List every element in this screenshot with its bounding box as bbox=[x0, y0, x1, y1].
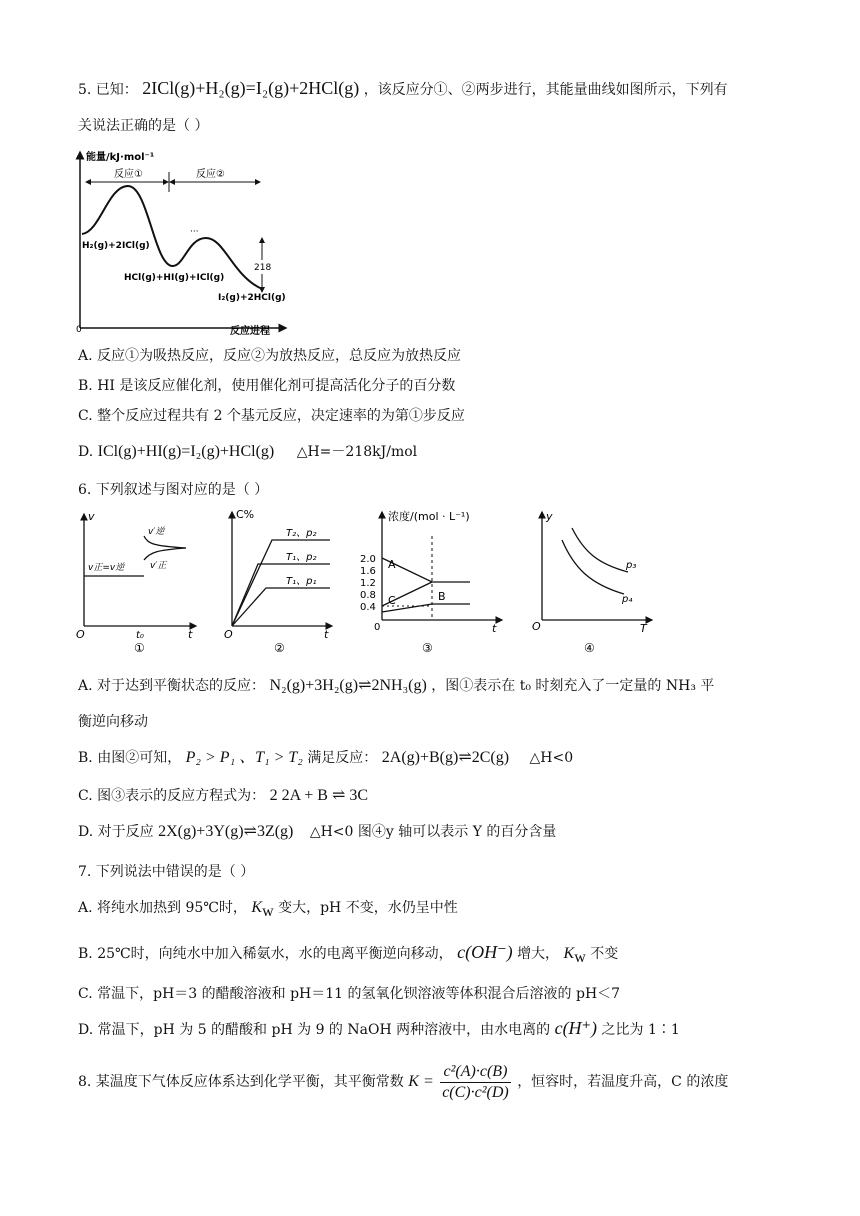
svg-text:y: y bbox=[546, 510, 553, 523]
svg-text:B: B bbox=[438, 590, 446, 603]
svg-text:C: C bbox=[388, 594, 396, 607]
q6-option-a-line2: 衡逆向移动 bbox=[78, 714, 148, 730]
q6-figure-1 bbox=[74, 506, 204, 656]
svg-text:A: A bbox=[388, 558, 396, 571]
q5-option-c: C. 整个反应过程共有 2 个基元反应，决定速率的为第①步反应 bbox=[78, 408, 465, 424]
svg-text:③: ③ bbox=[422, 641, 433, 655]
q5-stem-prefix: 5. 已知： bbox=[78, 82, 138, 98]
q5-step2: 反应② bbox=[196, 169, 225, 180]
svg-text:p₃: p₃ bbox=[626, 560, 637, 571]
svg-text:v′正: v′正 bbox=[150, 561, 167, 571]
q5-end-label: I₂(g)+2HCl(g) bbox=[218, 293, 286, 303]
svg-text:2.0: 2.0 bbox=[360, 554, 376, 565]
svg-text:p₄: p₄ bbox=[622, 594, 633, 605]
q6-figure-2 bbox=[218, 506, 338, 656]
svg-text:T₁、p₁: T₁、p₁ bbox=[286, 576, 317, 587]
q7-option-a: A. 将纯水加热到 95℃时， $K_w$ 变大，pH 不变，水仍呈中性 bbox=[78, 899, 458, 920]
svg-text:t: t bbox=[492, 622, 497, 635]
svg-text:T₂、p₂: T₂、p₂ bbox=[286, 528, 317, 539]
q7-option-c: C. 常温下，pH＝3 的醋酸溶液和 pH＝11 的氢氧化钡溶液等体积混合后溶液的 pH＜7 bbox=[78, 986, 621, 1002]
svg-text:④: ④ bbox=[584, 641, 595, 655]
q5-d-dh: △H=－218kJ/mol bbox=[296, 444, 418, 460]
svg-text:t: t bbox=[324, 628, 329, 641]
q5-stem-suffix: ，该反应分①、②两步进行，其能量曲线如图所示，下列有 bbox=[363, 82, 728, 98]
q8-fraction: $\frac{\text{c²(A)·c(B)}}{\text{c(C)·c²(D)}}$ bbox=[442, 1062, 509, 1101]
q5-option-a: A. 反应①为吸热反应，反应②为放热反应，总反应为放热反应 bbox=[78, 348, 462, 364]
q8-stem: 8. 某温度下气体反应体系达到化学平衡，其平衡常数 K = $\frac{\text{c²(A)·c(B)}}{\text{c(C)·c²(D)}}$ ，恒容时，若温度升高，C 的浓度 bbox=[78, 1062, 729, 1101]
svg-text:0.4: 0.4 bbox=[360, 602, 376, 613]
svg-text:0: 0 bbox=[374, 622, 381, 633]
q6-figure-3 bbox=[358, 506, 508, 656]
svg-text:t₀: t₀ bbox=[136, 630, 144, 641]
svg-text:t: t bbox=[188, 628, 193, 641]
q5-d-prefix: D. bbox=[78, 444, 94, 460]
svg-text:T₁、p₂: T₁、p₂ bbox=[286, 552, 317, 563]
q5-energy-diagram bbox=[72, 146, 292, 336]
svg-text:C%: C% bbox=[236, 508, 255, 521]
q5-delta-label: 218 bbox=[254, 263, 272, 273]
q6-stem: 6. 下列叙述与图对应的是（ ） bbox=[78, 482, 269, 498]
q5-middle-label: HCl(g)+HI(g)+ICl(g) bbox=[124, 273, 225, 283]
q7-option-b: B. 25℃时，向纯水中加入稀氨水，水的电离平衡逆向移动， c(OH⁻) 增大， $K_w$ 不变 bbox=[78, 942, 619, 966]
svg-text:v′逆: v′逆 bbox=[148, 527, 165, 537]
svg-text:1.2: 1.2 bbox=[360, 578, 376, 589]
q5-xlabel: 反应进程 bbox=[230, 326, 270, 336]
q5-stem-line2: 关说法正确的是（ ） bbox=[78, 118, 209, 134]
q5-option-b: B. HI 是该反应催化剂，使用催化剂可提高活化分子的百分数 bbox=[78, 378, 456, 394]
q6-option-d: D. 对于反应 2X(g)+3Y(g)⇌3Z(g) △H<0 图④y 轴可以表示 Y 的百分含量 bbox=[78, 823, 557, 840]
svg-text:O: O bbox=[224, 628, 233, 641]
q5-step1: 反应① bbox=[114, 169, 143, 180]
q7-option-d: D. 常温下，pH 为 5 的醋酸和 pH 为 9 的 NaOH 两种溶液中，由水电离的 c(H⁺) 之比为 1∶1 bbox=[78, 1018, 680, 1038]
svg-text:···: ··· bbox=[190, 227, 199, 237]
q5-equation: 2ICl(g)+H₂(g)=I₂(g)+2HCl(g) bbox=[142, 78, 360, 98]
svg-text:①: ① bbox=[134, 641, 145, 655]
q5-stem-line1 bbox=[78, 78, 728, 100]
q5-d-equation: ICl(g)+HI(g)=I₂(g)+HCl(g) bbox=[97, 443, 275, 460]
q6-figure-4 bbox=[528, 506, 658, 656]
svg-text:v: v bbox=[88, 510, 95, 523]
svg-text:浓度/(mol · L⁻¹): 浓度/(mol · L⁻¹) bbox=[388, 510, 470, 523]
svg-text:②: ② bbox=[274, 641, 285, 655]
svg-text:0.8: 0.8 bbox=[360, 590, 376, 601]
q6-option-b: B. 由图②可知， P₂ > P₁ 、T₁ > T₂ 满足反应： 2A(g)+B(g)⇌2C(g) △H<0 bbox=[78, 749, 574, 766]
svg-text:v正=v逆: v正=v逆 bbox=[88, 563, 125, 573]
svg-text:O: O bbox=[76, 628, 85, 641]
svg-text:O: O bbox=[532, 620, 541, 633]
q5-start-label: H₂(g)+2ICl(g) bbox=[82, 241, 150, 251]
q5-option-d bbox=[78, 442, 417, 462]
q5-origin: 0 bbox=[76, 325, 82, 335]
q7-stem: 7. 下列说法中错误的是（ ） bbox=[78, 864, 255, 880]
q6-option-c: C. 图③表示的反应方程式为： 2 2A + B ⇌ 3C bbox=[78, 787, 369, 804]
svg-text:1.6: 1.6 bbox=[360, 566, 376, 577]
q6-option-a: A. 对于达到平衡状态的反应： N₂(g)+3H₂(g)⇌2NH₃(g) ，图①表示在 t₀ 时刻充入了一定量的 NH₃ 平 bbox=[78, 677, 715, 694]
svg-text:T: T bbox=[640, 622, 647, 635]
q5-ylabel: 能量/kJ·mol⁻¹ bbox=[86, 152, 155, 163]
